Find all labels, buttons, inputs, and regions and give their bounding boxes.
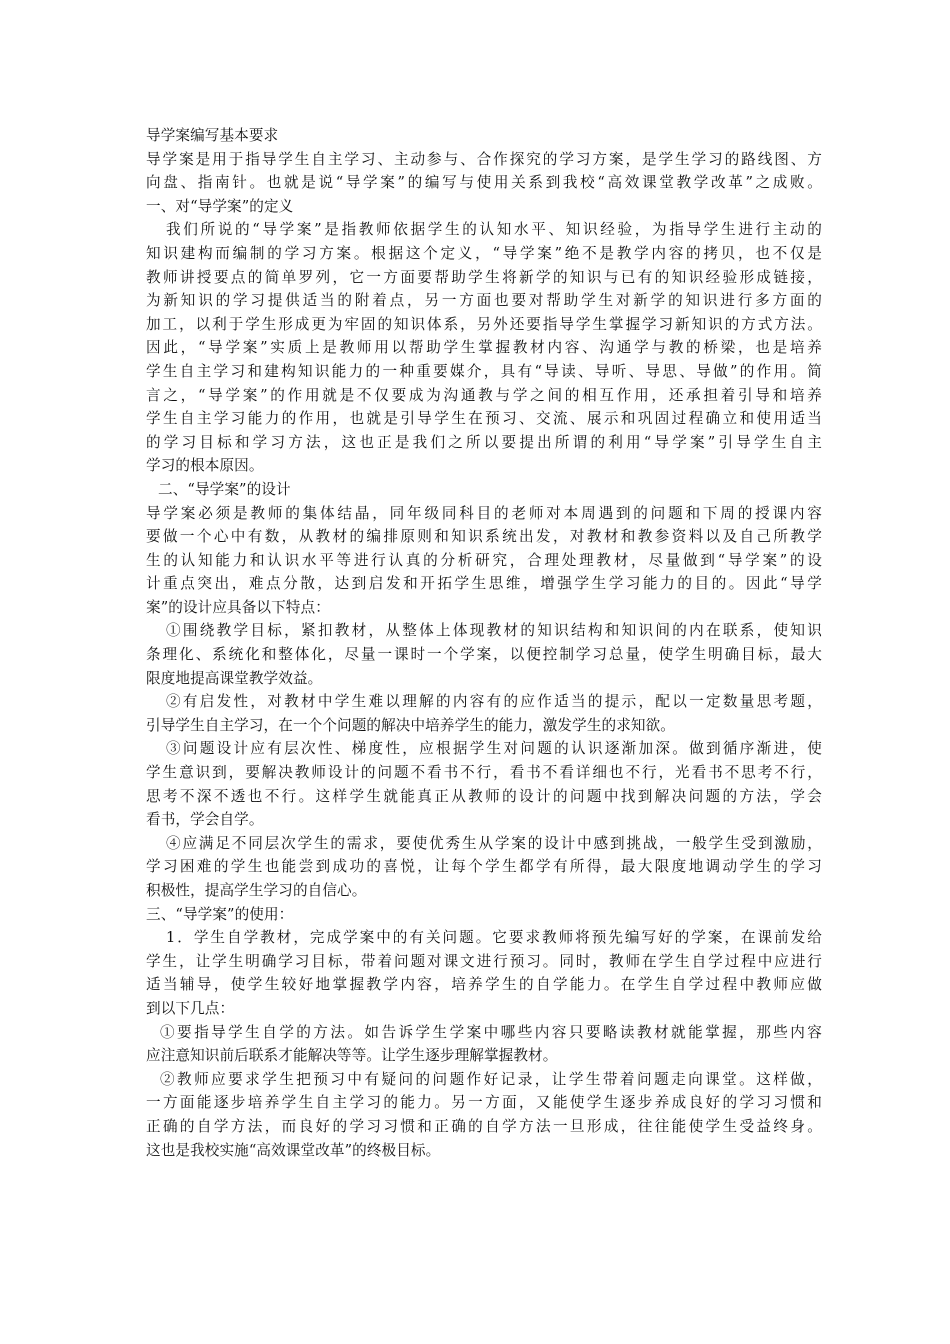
text-line: 案”的设计应具备以下特点：	[146, 598, 330, 616]
text-line: 引导学生自主学习，在一个个问题的解决中培养学生的能力，激发学生的求知欲。	[146, 716, 675, 734]
text-line: ②有启发性，对教材中学生难以理解的内容有的应作适当的提示，配以一定数量思考题，	[166, 693, 822, 711]
text-line: ①围绕教学目标，紧扣教材，从整体上体现教材的知识结构和知识间的内在联系，使知识	[166, 622, 822, 640]
text-line: 生的认知能力和认识水平等进行认真的分析研究，合理处理教材，尽量做到“导学案”的设	[146, 551, 822, 569]
text-line: 学习困难的学生也能尝到成功的喜悦，让每个学生都学有所得，最大限度地调动学生的学习	[146, 858, 822, 876]
text-line: 计重点突出，难点分散，达到启发和开拓学生思维，增强学生学习能力的目的。因此“导学	[146, 575, 822, 593]
text-line: 导学案是用于指导学生自主学习、主动参与、合作探究的学习方案，是学生学习的路线图、方	[146, 150, 822, 168]
text-line: 教师讲授要点的简单罗列，它一方面要帮助学生将新学的知识与已有的知识经验形成链接，	[146, 268, 822, 286]
text-line: 言之，“导学案”的作用就是不仅要成为沟通教与学之间的相互作用，还承担着引导和培养	[146, 386, 822, 404]
text-line: 加工，以利于学生形成更为牢固的知识体系，另外还要指导学生掌握学习新知识的方式方法。	[146, 315, 822, 333]
text-line: 我们所说的“导学案”是指教师依据学生的认知水平、知识经验，为指导学生进行主动的	[166, 221, 822, 239]
text-line: 向盘、指南针。也就是说“导学案”的编写与使用关系到我校“高效课堂教学改革”之成败。	[146, 174, 822, 192]
text-line: 因此，“导学案”实质上是教师用以帮助学生掌握教材内容、沟通学与教的桥梁，也是培养	[146, 339, 822, 357]
text-line: 限度地提高课堂教学效益。	[146, 669, 323, 687]
text-line: 学生自主学习能力的作用，也就是引导学生在预习、交流、展示和巩固过程确立和使用适当	[146, 410, 822, 428]
text-line: 条理化、系统化和整体化，尽量一课时一个学案，以便控制学习总量，使学生明确目标，最大	[146, 646, 822, 664]
text-line: 一方面能逐步培养学生自主学习的能力。另一方面，又能使学生逐步养成良好的学习习惯和	[146, 1094, 822, 1112]
text-line: 的学习目标和学习方法，这也正是我们之所以要提出所谓的利用“导学案”引导学生自主	[146, 433, 822, 451]
text-line: 学生自主学习和建构知识能力的一种重要媒介，具有“导读、导听、导思、导做”的作用。简	[146, 362, 822, 380]
text-line: 适当辅导，使学生较好地掌握教学内容，培养学生的自学能力。在学生自学过程中教师应做	[146, 976, 822, 994]
text-line: 为新知识的学习提供适当的附着点，另一方面也要对帮助学生对新学的知识进行多方面的	[146, 292, 822, 310]
text-line: 二、“导学案”的设计	[158, 480, 291, 498]
text-line: 积极性，提高学生学习的自信心。	[146, 882, 367, 899]
text-line: 学习的根本原因。	[146, 457, 264, 475]
text-line: 知识建构而编制的学习方案。根据这个定义，“导学案”绝不是教学内容的拷贝，也不仅是	[146, 244, 822, 262]
text-line: ②教师应要求学生把预习中有疑问的问题作好记录，让学生带着问题走向课堂。这样做，	[160, 1070, 822, 1088]
text-line: 要做一个心中有数，从教材的编排原则和知识系统出发，对教材和教参资料以及自己所教学	[146, 528, 822, 546]
text-line: ①要指导学生自学的方法。如告诉学生学案中哪些内容只要略读教材就能掌握，那些内容	[160, 1023, 822, 1041]
text-line: 导学案编写基本要求	[146, 127, 279, 144]
text-line: 应注意知识前后联系才能解决等等。让学生逐步理解掌握教材。	[146, 1047, 558, 1065]
text-line: ④应满足不同层次学生的需求，要使优秀生从学案的设计中感到挑战，一般学生受到激励，	[166, 834, 822, 852]
text-line: ③问题设计应有层次性、梯度性，应根据学生对问题的认识逐渐加深。做到循序渐进，使	[166, 740, 822, 758]
text-line: 到以下几点：	[146, 999, 235, 1017]
document-body	[146, 124, 822, 1162]
text-line: 1．学生自学教材，完成学案中的有关问题。它要求教师将预先编写好的学案，在课前发给	[166, 929, 822, 947]
text-line: 看书，学会自学。	[146, 811, 264, 829]
text-line: 三、“导学案”的使用：	[146, 905, 294, 923]
text-line: 思考不深不透也不行。这样学生就能真正从教师的设计的问题中找到解决问题的方法，学会	[146, 787, 822, 805]
text-line: 一、对“导学案”的定义	[146, 197, 294, 215]
text-line: 正确的自学方法，而良好的学习习惯和正确的自学方法一旦形成，往往能使学生受益终身。	[146, 1117, 822, 1135]
text-line: 导学案必须是教师的集体结晶，同年级同科目的老师对本周遇到的问题和下周的授课内容	[146, 504, 822, 522]
text-line: 学生意识到，要解决教师设计的问题不看书不行，看书不看详细也不行，光看书不思考不行，	[146, 764, 822, 782]
text-line: 学生，让学生明确学习目标，带着问题对课文进行预习。同时，教师在学生自学过程中应进行	[146, 952, 822, 970]
text-line: 这也是我校实施“高效课堂改革”的终极目标。	[146, 1141, 441, 1159]
